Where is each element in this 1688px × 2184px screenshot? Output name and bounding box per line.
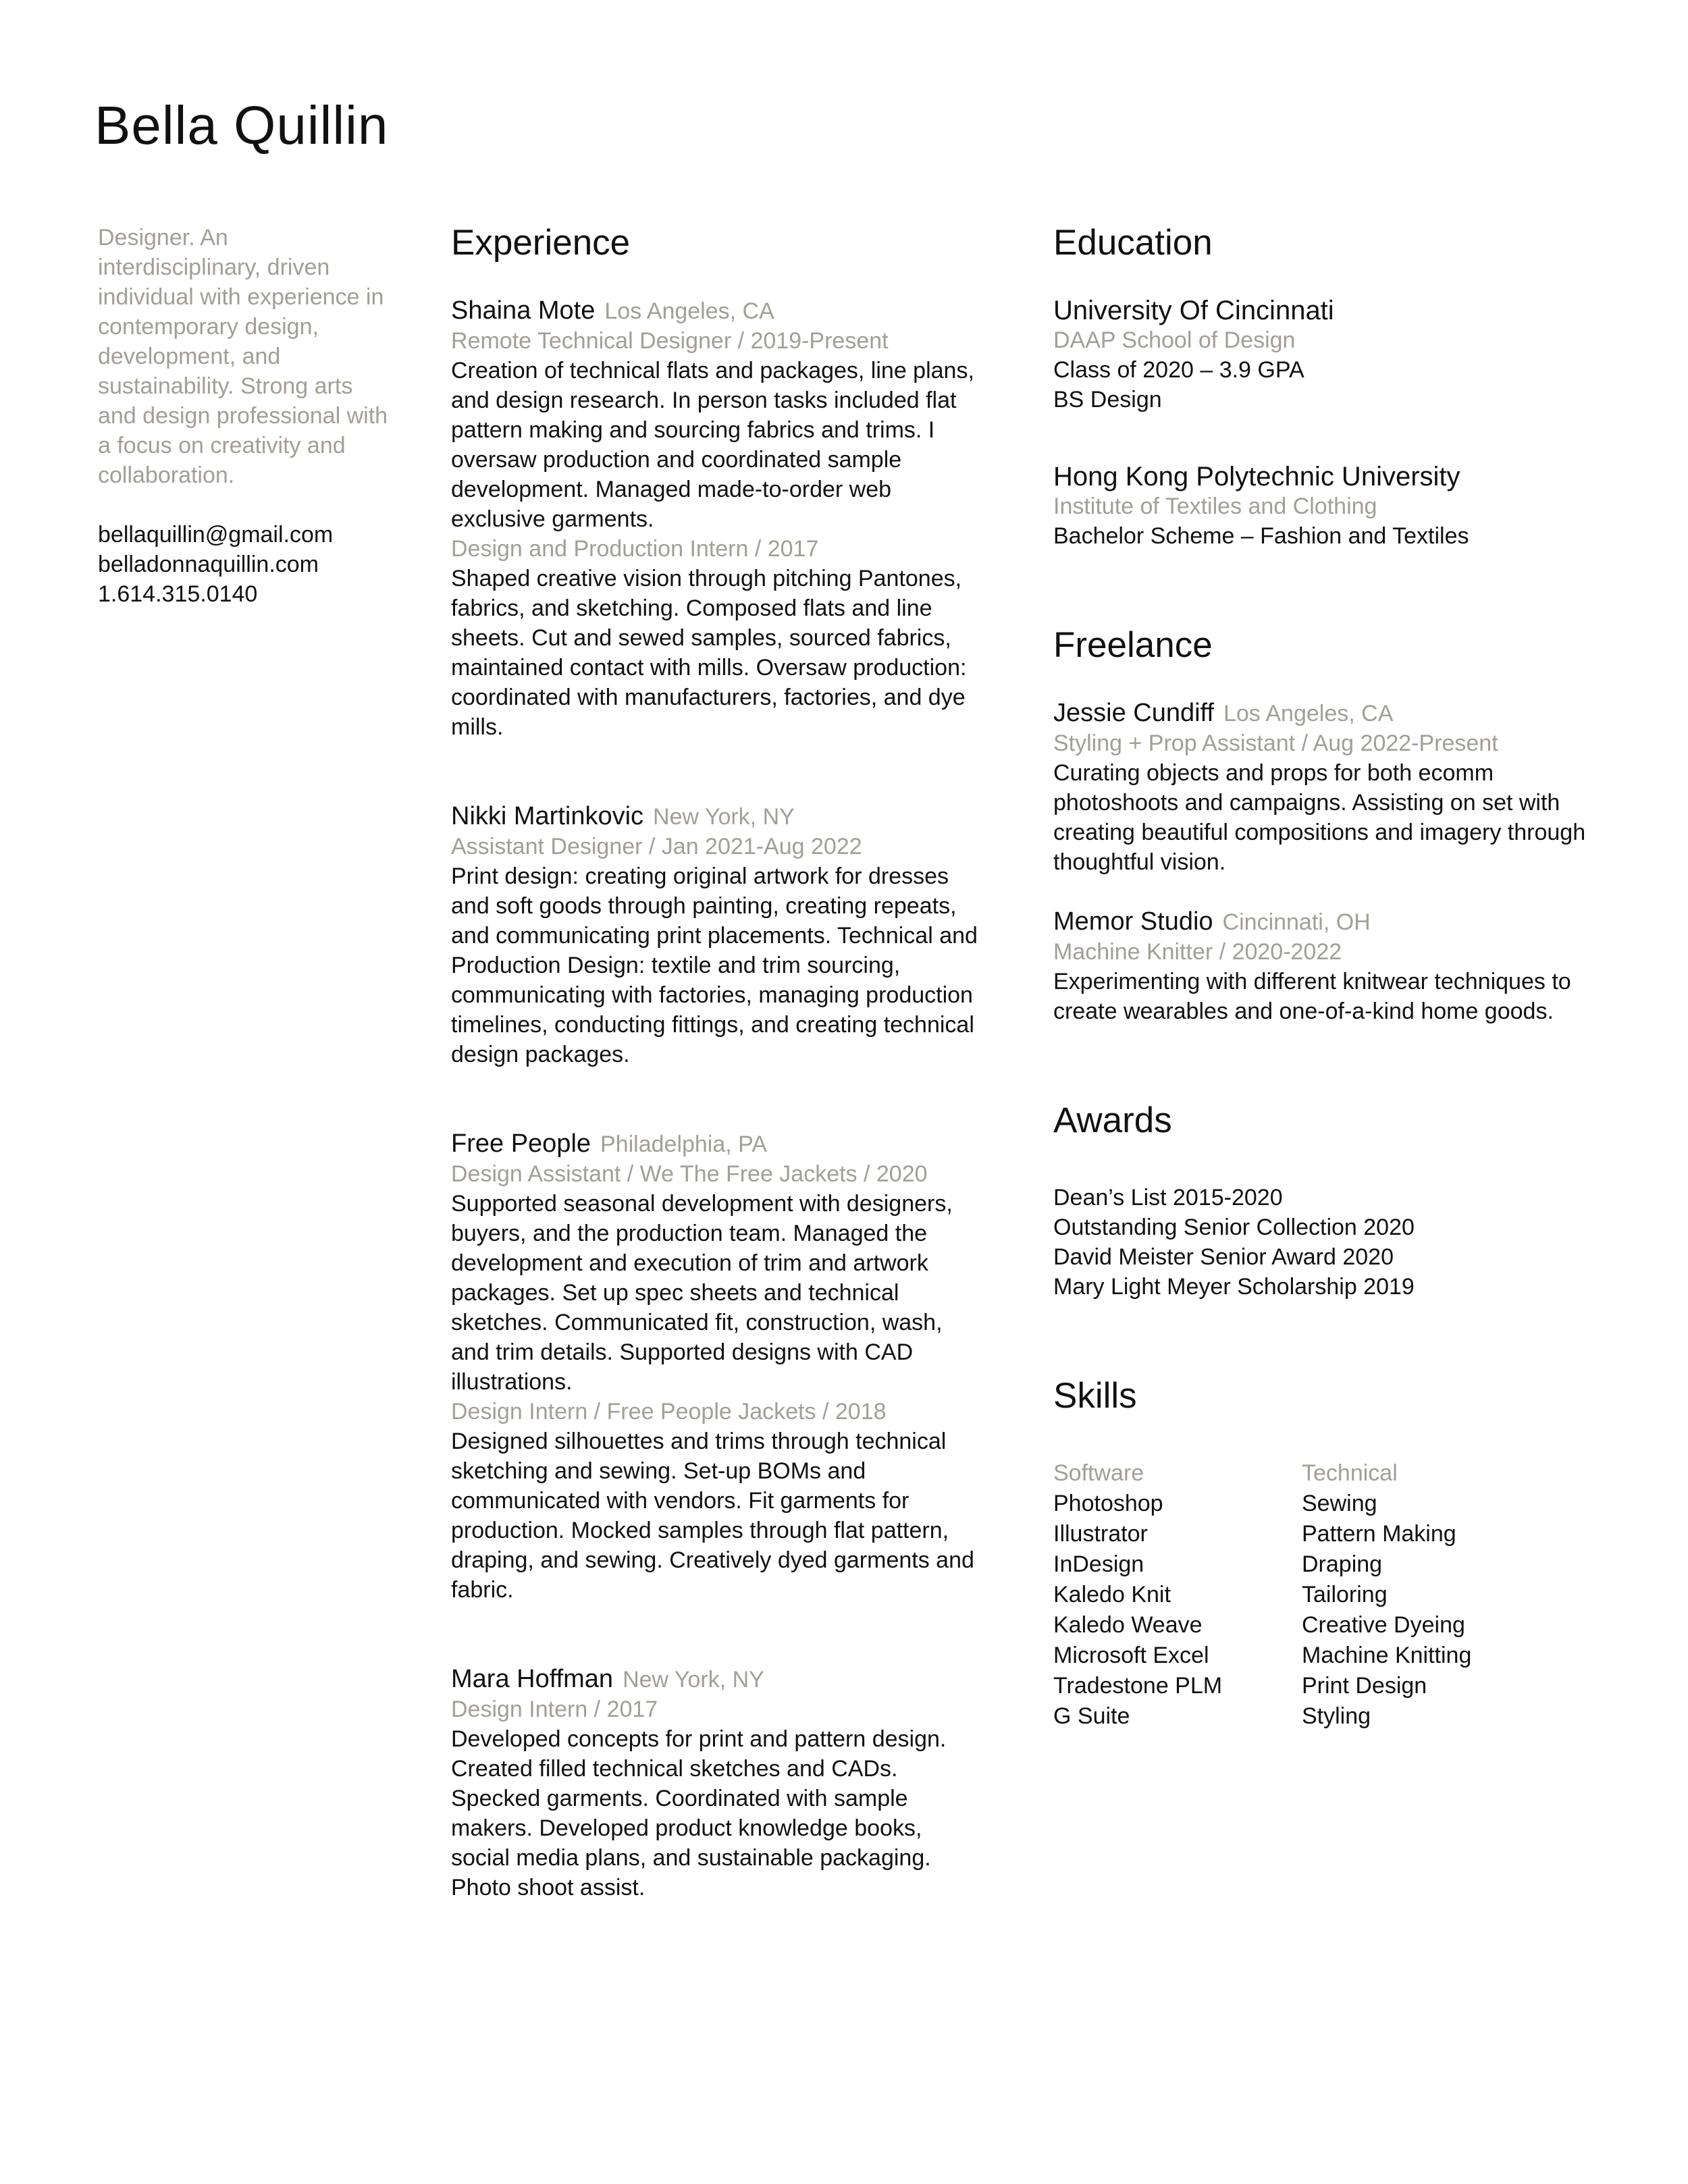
awards-section [1053,1100,1593,1302]
role-description: Developed concepts for print and pattern design. Created filled technical sketches and CADs. Specked garments. Coordinated with sample makers. Developed product knowledge books, social media plans, and sustainable packaging. Photo shoot assist. [451,1726,947,1900]
skill-item: Kaledo Weave [1053,1612,1203,1638]
experience-heading: Experience [451,223,631,263]
role-description: Designed silhouettes and trims through technical sketching and sewing. Set-up BOMs and communicated with vendors. Fit garments for production. Mocked samples through flat pattern, draping, and sewing. Creatively dyed garments and fabric. [451,1429,974,1603]
skill-item: Kaledo Knit [1053,1582,1171,1607]
school-program: Institute of Textiles and Clothing [1053,494,1377,519]
contact-phone: 1.614.315.0140 [98,581,258,607]
company-name: Mara Hoffman [451,1665,614,1693]
experience-column [451,223,978,1902]
skill-item: Pattern Making [1302,1521,1456,1547]
summary: Designer. An interdisciplinary, driven individual with experience in contemporary design, development, and sustainability. Strong arts and design professional with a focus on creativity and collaboration. [98,225,388,488]
contact-email[interactable]: bellaquillin@gmail.com [98,522,334,548]
award-item: Mary Light Meyer Scholarship 2019 [1053,1274,1415,1300]
award-item: Dean’s List 2015-2020 [1053,1185,1283,1210]
skill-item: Creative Dyeing [1302,1612,1465,1638]
software-label: Software [1053,1460,1144,1486]
skill-item: Illustrator [1053,1521,1148,1547]
experience-entry [451,801,978,1069]
software-skills [1053,1458,1302,1732]
role-description: Print design: creating original artwork for dresses and soft goods through painting, creating repeats, and communicating print placements. Technical and Production Design: textile and trim sourcing, communicating with factories, managing production timelines, conducting fittings, and creating technical design packages. [451,863,978,1067]
freelance-entry [1053,698,1593,877]
role-description: Supported seasonal development with designers, buyers, and the production team. Managed the development and execution of trim and artwork packages. Set up spec sheets and technical sketches. Communicated fit, construction, wash, and trim details. Supported designs with CAD illustrations. [451,1191,953,1395]
awards-list [1053,1183,1593,1302]
company-name: Nikki Martinkovic [451,802,644,830]
role-description: Curating objects and props for both ecomm photoshoots and campaigns. Assisting on set with creating beautiful compositions and imagery through thoughtful vision. [1053,760,1586,875]
award-item: David Meister Senior Award 2020 [1053,1244,1394,1270]
freelance-entry [1053,907,1593,1026]
right-column [1053,223,1593,1732]
resume-name: Bella Quillin [95,95,389,155]
school-name: Hong Kong Polytechnic University [1053,462,1460,491]
role-description: Shaped creative vision through pitching Pantones, fabrics, and sketching. Composed flats and line sheets. Cut and sewed samples, sourced fabrics, maintained contact with mills. Oversaw production: coordinated with manufacturers, factories, and dye mills. [451,566,967,740]
education-entry [1053,462,1593,551]
client-name: Memor Studio [1053,907,1213,936]
skill-item: Tailoring [1302,1582,1388,1607]
contact-block [98,520,388,609]
education-heading: Education [1053,223,1213,263]
awards-heading: Awards [1053,1100,1172,1140]
school-detail: Class of 2020 – 3.9 GPA [1053,357,1304,383]
role-title: Design Intern / Free People Jackets / 2018 [451,1399,887,1424]
skills-grid [1053,1458,1593,1732]
education-entry [1053,296,1593,415]
role-title: Design Intern / 2017 [451,1697,658,1722]
freelance-section [1053,625,1593,1026]
client-location: Cincinnati, OH [1222,909,1371,935]
freelance-heading: Freelance [1053,625,1213,665]
role-title: Design and Production Intern / 2017 [451,536,819,562]
role-title: Styling + Prop Assistant / Aug 2022-Present [1053,730,1498,756]
technical-skills [1302,1458,1550,1732]
skill-item: Draping [1302,1551,1383,1577]
technical-label: Technical [1302,1460,1398,1486]
skills-section [1053,1376,1593,1732]
experience-entry [451,1664,978,1902]
school-degree: BS Design [1053,387,1162,412]
skill-item: Photoshop [1053,1491,1163,1516]
client-name: Jessie Cundiff [1053,699,1214,727]
skill-item: Machine Knitting [1302,1643,1472,1668]
school-degree: Bachelor Scheme – Fashion and Textiles [1053,523,1469,549]
skill-item: G Suite [1053,1703,1130,1729]
skill-item: Tradestone PLM [1053,1673,1223,1699]
skills-heading: Skills [1053,1376,1137,1416]
school-program: DAAP School of Design [1053,327,1296,353]
skill-item: Sewing [1302,1491,1377,1516]
award-item: Outstanding Senior Collection 2020 [1053,1215,1415,1240]
company-location: Los Angeles, CA [604,298,774,324]
company-location: New York, NY [653,804,795,830]
company-location: New York, NY [623,1667,764,1693]
school-name: University Of Cincinnati [1053,296,1334,325]
role-title: Remote Technical Designer / 2019-Present [451,328,889,354]
skill-item: Styling [1302,1703,1371,1729]
role-title: Machine Knitter / 2020-2022 [1053,939,1342,965]
role-description: Creation of technical flats and packages, line plans, and design research. In person tasks included flat pattern making and sourcing fabrics and trims. I oversaw production and coordinated sample development. Managed made-to-order web exclusive garments. [451,358,974,532]
experience-entry [451,296,978,742]
role-title: Assistant Designer / Jan 2021-Aug 2022 [451,834,862,859]
experience-entry [451,1129,978,1605]
role-description: Experimenting with different knitwear techniques to create wearables and one-of-a-kind home goods. [1053,969,1571,1024]
left-column [98,223,388,609]
skill-item: Print Design [1302,1673,1427,1699]
role-title: Design Assistant / We The Free Jackets / 2020 [451,1161,928,1187]
contact-website[interactable]: belladonnaquillin.com [98,552,319,577]
client-location: Los Angeles, CA [1223,701,1394,726]
skill-item: InDesign [1053,1551,1144,1577]
company-name: Shaina Mote [451,296,596,325]
skill-item: Microsoft Excel [1053,1643,1209,1668]
company-name: Free People [451,1129,591,1158]
company-location: Philadelphia, PA [600,1131,767,1157]
